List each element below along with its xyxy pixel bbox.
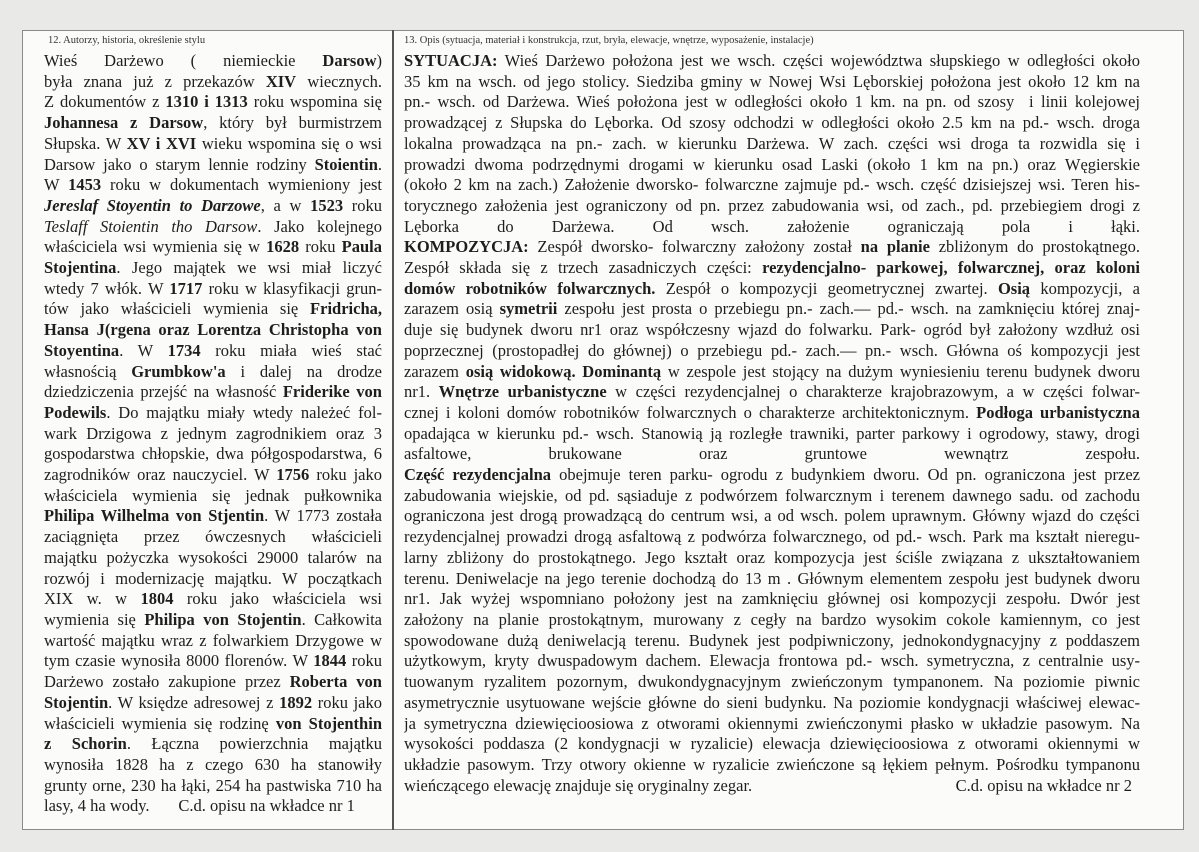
description-final-line	[404, 776, 1140, 797]
description-line: wysokości poddasza (2 kondygnacji w ryzalicie) elewacja dziewięcioosiowa z otworami okiennymi w	[404, 734, 1140, 754]
history-line: grunty orne, 230 ha łąki, 254 ha pastwiska 710 ha	[44, 775, 382, 795]
history-line: zaciągnięta przez ówczesnych właścicieli	[44, 527, 382, 547]
description-line: prowadzi dwoma podrzędnymi drogami w kierunku osad Laski (około 1 km na pn.) oraz Węgierskie	[404, 154, 1140, 174]
description-line: Lęborka do Darżewa. Od wsch. założenie ograniczają pola i łąki.	[404, 216, 1140, 236]
history-line: Hansa J(rgena oraz Lorentza Christopha von	[44, 320, 382, 340]
description-line: opadająca w kierunku pd.- wsch. Stanowią ją rozległe trawniki, parter parkowy i ogrodowy, stawy, drogi	[404, 423, 1140, 443]
description-line: asfaltowe, brukowane oraz gruntowe wewnątrz zespołu.	[404, 444, 1140, 464]
history-line: Słupska. W XV i XVI wieku wspomina się o wsi	[44, 133, 382, 153]
description-line: domów robotników folwarcznych. Zespół o kompozycji geometrycznej zwartej. Osią kompozycji, a	[404, 278, 1140, 298]
description-line: SYTUACJA: Wieś Darżewo położona jest we wsch. części województwa słupskiego w odległości około	[404, 51, 1140, 70]
history-line: własnością Grumbkow'a i dalej na drodze	[44, 361, 382, 381]
history-line: zagrodników oraz nauczyciel. W 1756 roku jako	[44, 465, 382, 485]
history-line: tym czasie wynosiła 8000 florenów. W 1844 roku	[44, 651, 382, 671]
description-line: ja symetryczna dziewięcioosiowa z otworami okiennymi zwieńczonymi płasko w układzie pasowym. Na	[404, 713, 1140, 733]
description-line: układzie pasowym. Trzy otwory okienne w ryzalicie zwieńczone są łękiem pełnym. Pośrodku tympanonu	[404, 754, 1140, 774]
history-line: Wieś Darżewo ( niemieckie Darsow)	[44, 51, 382, 70]
description-line: terenu. Deniwelacje na jego terenie dochodzą do 13 m . Głównym elementem zespołu jest budynek dworu	[404, 568, 1140, 588]
description-line: Zespół składa się z trzech zasadniczych części: rezydencjalno- parkowej, folwarcznej, oraz koloni	[404, 258, 1140, 278]
description-line: ograniczona jest drogą prowadzącą do centrum wsi, a od wsch. polem uprawnym. Główny wjazd do części	[404, 506, 1140, 526]
description-line: spowodowane dużą deniwelacją terenu. Budynek jest podpiwniczony, jednokondygnacyjny z poddaszem	[404, 630, 1140, 650]
description-line: prowadzącej z Słupska do Lęborka. Od szosy odchodzi w odległości około 2.5 km na pd.- wsch. droga	[404, 113, 1140, 133]
history-line: Stojentin. W księdze adresowej z 1892 roku jako	[44, 692, 382, 712]
column-divider	[392, 30, 394, 830]
description-line: 35 km na wsch. od jego stolicy. Siedziba gminy w Nowej Wsi Lęborskiej położona jest około 12 km na	[404, 71, 1140, 91]
history-line: tów jako właścicieli wymienia się Fridricha,	[44, 299, 382, 319]
description-line: założony na planie prostokątnym, murowany z cegły na bardzo wysokim cokole kamiennym, co jest	[404, 609, 1140, 629]
history-text	[44, 51, 382, 817]
description-line: zabudowania wiejskie, od pd. sąsiaduje z podwórzem folwarcznym i terenem dawnego sadu. od zachodu	[404, 485, 1140, 505]
history-line: Darsow jako o starym lennie rodziny Stoientin.	[44, 154, 382, 174]
history-line: W 1453 roku w dokumentach wymieniony jest	[44, 175, 382, 195]
description-column	[404, 34, 1140, 796]
history-line: właściciela wsi wymienia się w 1628 roku Paula	[44, 237, 382, 257]
description-line: lokalna prowadząca na pn.- zach. w kierunku Darżewa. W zach. części wsi droga ta rozwidla się i	[404, 133, 1140, 153]
history-column	[44, 34, 382, 817]
history-line: Jereslaf Stoyentin to Darzowe, a w 1523 roku	[44, 195, 382, 215]
description-line: użytkowym, kryty dwuspadowym dachem. Elewacja frontowa pd.- wsch. symetryczna, z centralnie usy-	[404, 651, 1140, 671]
history-line: wtedy 7 włók. W 1717 roku w klasyfikacji grun-	[44, 278, 382, 298]
history-line: lasy, 4 ha wody. C.d. opisu na wkładce nr 1	[44, 796, 355, 816]
history-line: Stojentina. Jego majątek we wsi miał liczyć	[44, 258, 382, 278]
description-line: torycznego założenia jest ograniczony od pn. przez zabudowania wsi, od zach., pd. przebiegiem drogi z	[404, 195, 1140, 215]
history-line: Z dokumentów z 1310 i 1313 roku wspomina się	[44, 92, 382, 112]
description-heading: 13. Opis (sytuacja, materiał i konstrukcja, rzut, bryła, elewacje, wnętrze, wyposażenie, instalacje)	[404, 35, 814, 46]
description-line: poprzecznej (prostopadłej do głównej) o przebiegu pd.- zach.— pn.- wsch. Główna oś kompozycji jest	[404, 340, 1140, 360]
description-line: pn.- wsch. od Darżewa. Wieś położona jest w odległości około 1 km. na pn. od szosy i linii kolejowej	[404, 92, 1140, 112]
history-line: właścicieli wymienia się rodzinę von Stojenthin	[44, 713, 382, 733]
description-line: Część rezydencjalna obejmuje teren parku- ogrodu z budynkiem dworu. Od pn. ograniczona jest przez	[404, 465, 1140, 485]
description-final-text: wieńczącego elewację znajduje się oryginalny zegar.	[404, 775, 753, 795]
history-line: majątku pożyczka wysokości 29000 talarów na	[44, 547, 382, 567]
history-line: Podewils. Do majątku miały wtedy należeć fol-	[44, 402, 382, 422]
history-line: z Schorin. Łączna powierzchnia majątku	[44, 734, 382, 754]
description-line: tuowanym ryzalitem pozornym, dwukondygnacyjnym zwieńczonym tympanonem. Na poziomie piwnic	[404, 672, 1140, 692]
history-line: XIX w. w 1804 roku jako właściciela wsi	[44, 589, 382, 609]
history-line: Darżewo zostało zakupione przez Roberta von	[44, 672, 382, 692]
description-text	[404, 51, 1140, 776]
description-line: KOMPOZYCJA: Zespół dworsko- folwarczny założony został na planie zbliżonym do prostokątnego.	[404, 237, 1140, 257]
description-line: cznej i koloni domów robotników folwarcznych o charakterze architektonicznym. Podłoga urbanistyczna	[404, 402, 1140, 422]
description-line: rezydencjalnej prowadzi drogą asfaltową z podwórza folwarcznego, od pd.- wsch. Park ma kształt nieregu-	[404, 527, 1140, 547]
history-line: Teslaff Stoientin tho Darsow. Jako kolejnego	[44, 216, 382, 236]
history-line: rozwój i modernizację majątku. W początkach	[44, 568, 382, 588]
history-line: wartość majątku wraz z folwarkiem Drzygowe w	[44, 630, 382, 650]
history-line: wymienia się Philipa von Stojentin. Całkowita	[44, 609, 382, 629]
history-line: wark Drzigowa z jednym zagrodnikiem oraz 3	[44, 423, 382, 443]
history-line: Philipa Wilhelma von Stjentin. W 1773 została	[44, 506, 382, 526]
history-line: wynosiła 1828 ha z czego 630 ha stanowiły	[44, 754, 382, 774]
history-line: dziedziczenia przejść na własność Friderike von	[44, 382, 382, 402]
history-line: była znana już z przekazów XIV wiecznych.	[44, 71, 382, 91]
description-line: nr1. Wnętrze urbanistyczne w części rezydencjalnej o charakterze krajobrazowym, a w części folwar-	[404, 382, 1140, 402]
description-line: zarazem osią symetrii zespołu jest prosta o przebiegu pn.- zach.— pd.- wsch. na zamknięciu której znaj-	[404, 299, 1140, 319]
history-line: gospodarstwa chłopskie, dwa półgospodarstwa, 6	[44, 444, 382, 464]
history-line: właściciela wymienia się jednak pułkownika	[44, 485, 382, 505]
description-line: nr1. Jak wyżej wspomniano położony jest na zamknięciu głównej osi kompozycji zespołu. Dwór jest	[404, 589, 1140, 609]
history-line: Stoyentina. W 1734 roku miała wieś stać	[44, 340, 382, 360]
description-line: duje się budynek dworu nr1 oraz współczesny wjazd do folwarku. Park- ogród był założony wzdłuż osi	[404, 320, 1140, 340]
description-line: asymetrycznie usytuowane wejście główne do sieni budynku. Na poziomie kondygnacji właściwej elewac-	[404, 692, 1140, 712]
description-line: larny zbliżony do prostokątnego. Jego kształt oraz kompozycja jest ściśle związana z ukształtowaniem	[404, 547, 1140, 567]
history-heading: 12. Autorzy, historia, określenie stylu	[48, 35, 206, 46]
history-line: Johannesa z Darsow, który był burmistrzem	[44, 113, 382, 133]
description-line: zarazem osią widokową. Dominantą w zespole jest stojący na dużym wyniesieniu terenu budynek dworu	[404, 361, 1140, 381]
continuation-note: C.d. opisu na wkładce nr 2	[955, 775, 1132, 795]
description-line: (około 2 km na zach.) Założenie dworsko- folwarczne zajmuje pd.- wsch. część dzisiejszej wsi. Teren his-	[404, 175, 1140, 195]
